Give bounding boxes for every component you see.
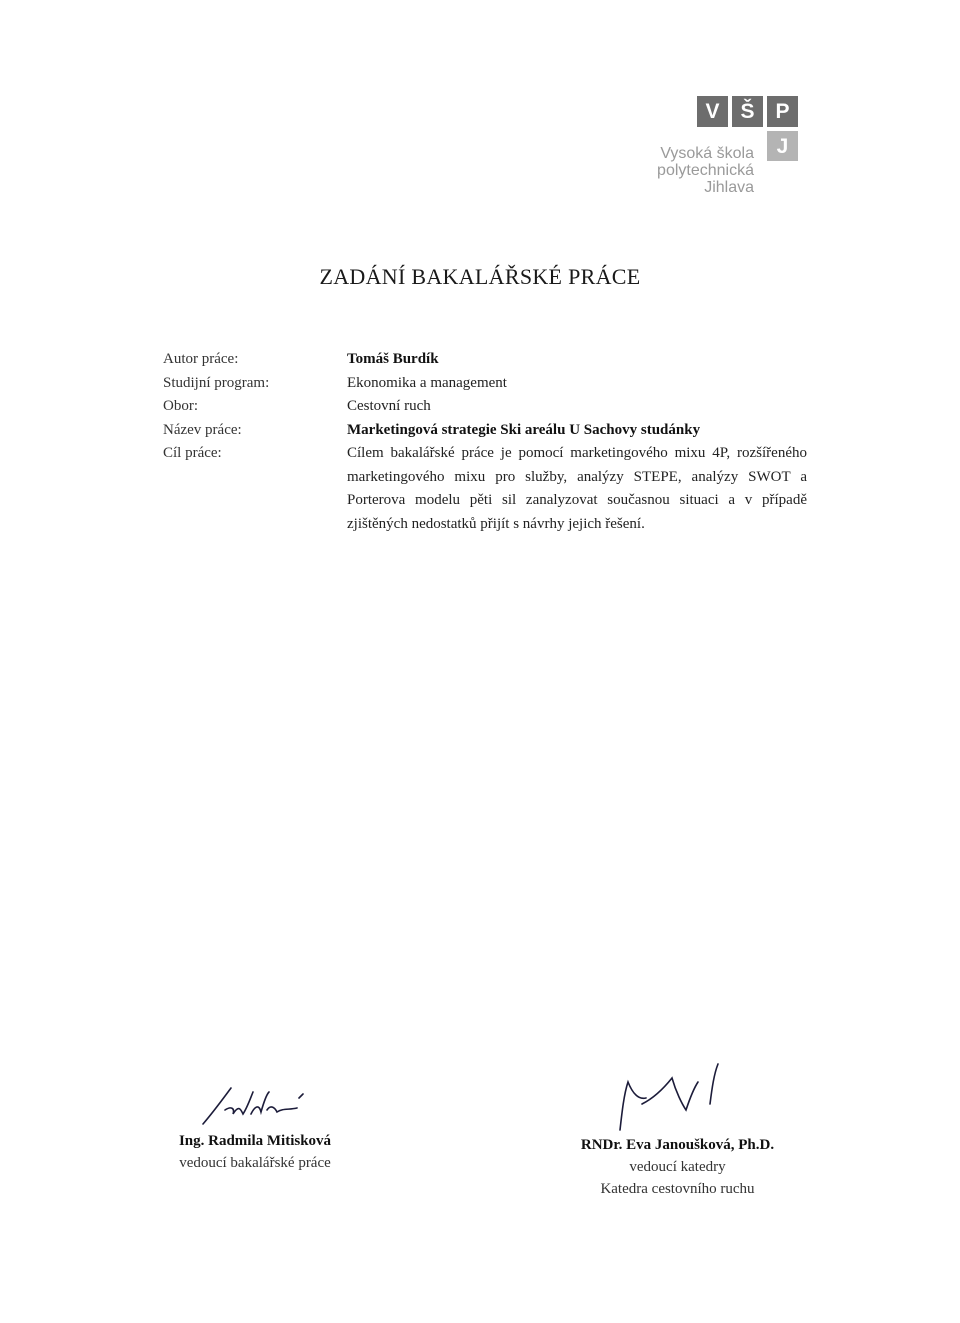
logo-line-1: Vysoká škola	[660, 145, 754, 162]
aim-value: Cílem bakalářské práce je pomocí marketingového mixu 4P, rozšířeného marketingového mixu pro služby, analýzy STEPE, analýzy SWOT a Porterova modelu pěti sil zanalyzovat současnou situaci a v případě zjištěných nedostatků přijít s návrhy jejich řešení.	[347, 445, 807, 532]
logo-box-j: J	[767, 131, 798, 161]
field-value: Cestovní ruch	[347, 398, 431, 414]
author-label: Autor práce:	[163, 351, 239, 367]
signature-head-image	[598, 1058, 758, 1134]
logo-box-v: V	[697, 96, 728, 127]
aim-row	[163, 442, 813, 532]
program-row	[163, 372, 813, 396]
thesis-title-row	[163, 419, 813, 443]
supervisor-role: vedoucí bakalářské práce	[179, 1155, 331, 1171]
head-department: Katedra cestovního ruchu	[600, 1181, 755, 1197]
head-role: vedoucí katedry	[629, 1159, 726, 1175]
thesis-title-label: Název práce:	[163, 421, 242, 438]
school-logo	[640, 96, 810, 226]
logo-text	[657, 145, 754, 196]
program-label: Studijní program:	[163, 374, 270, 391]
thesis-title-value: Marketingová strategie Ski areálu U Sachovy studánky	[347, 421, 701, 438]
head-name: RNDr. Eva Janoušková, Ph.D.	[580, 1137, 775, 1153]
field-label: Obor:	[163, 398, 198, 414]
logo-line-2: polytechnická	[657, 162, 754, 179]
author-value: Tomáš Burdík	[347, 351, 439, 367]
signature-block-supervisor	[140, 1080, 370, 1174]
program-value: Ekonomika a management	[347, 374, 507, 391]
author-row	[163, 348, 813, 372]
document-title: ZADÁNÍ BAKALÁŘSKÉ PRÁCE	[319, 264, 641, 289]
signature-supervisor-image	[195, 1080, 315, 1130]
field-row	[163, 395, 813, 419]
logo-line-3: Jihlava	[704, 179, 754, 196]
aim-label: Cíl práce:	[163, 445, 222, 461]
logo-box-s: Š	[732, 96, 763, 127]
thesis-info	[163, 348, 813, 532]
logo-box-p: P	[767, 96, 798, 127]
signature-block-head	[555, 1058, 800, 1200]
supervisor-name: Ing. Radmila Mitisková	[178, 1133, 332, 1149]
